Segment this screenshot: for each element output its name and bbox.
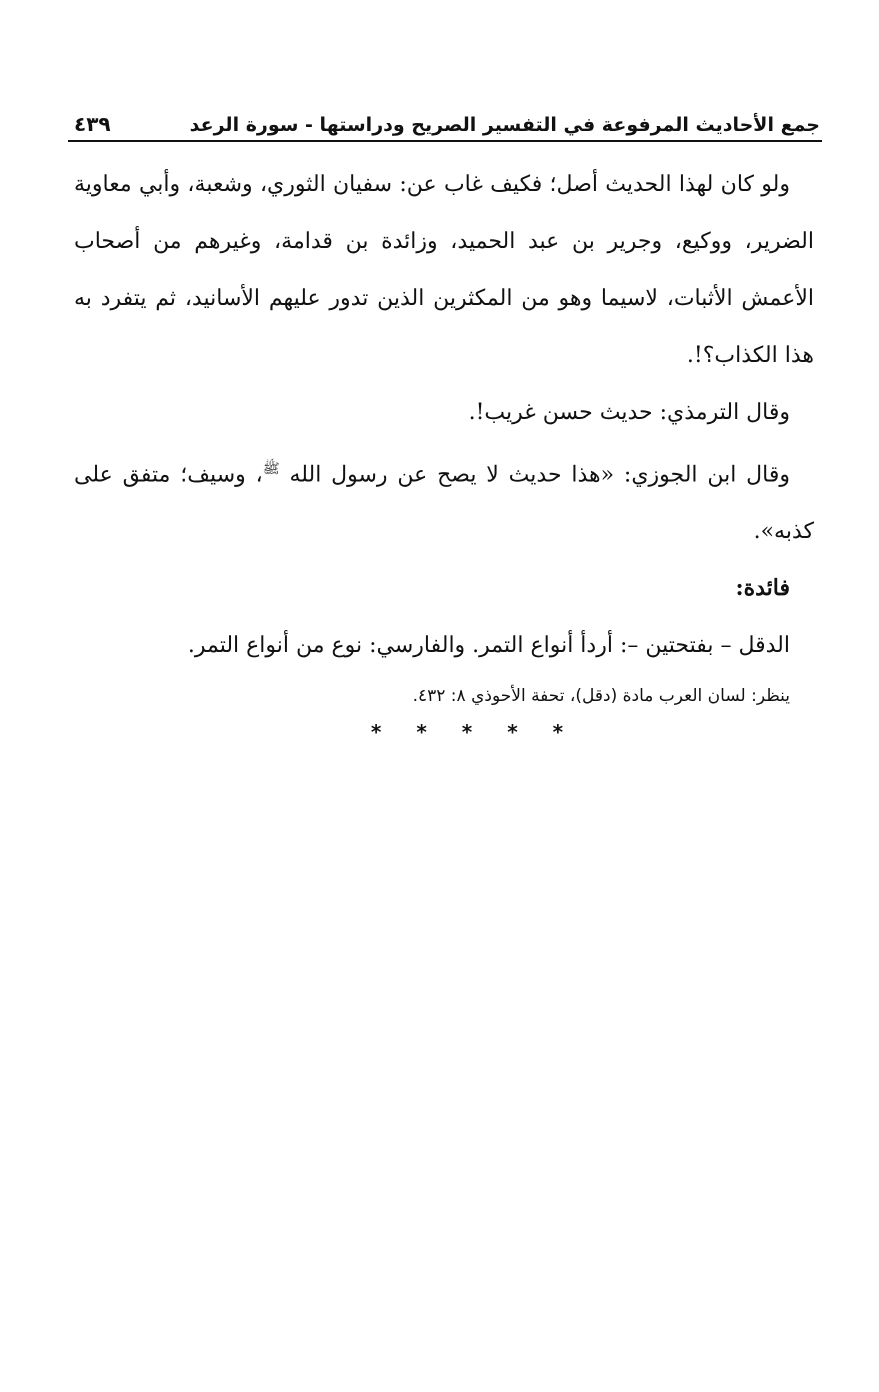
salawat-honorific: ﷺ [262,461,280,477]
body-text [74,156,814,744]
paragraph-isnad-critique: ولو كان لهذا الحديث أصل؛ فكيف غاب عن: سفيان الثوري، وشعبة، وأبي معاوية الضرير، ووكيع، وجرير بن عبد الحميد، وزائدة بن قدامة، وغيرهم من أصحاب الأعمش الأثبات، لاسيما وهو من المكثرين الذين تدور عليهم الأسانيد، ثم يتفرد به هذا الكذاب؟!. [74,172,814,368]
paragraph-tirmidhi: وقال الترمذي: حديث حسن غريب!. [468,400,790,425]
paragraph-ibn-al-jawzi [74,441,814,560]
book-page [68,104,822,745]
ibn-al-jawzi-text-end: ، وسيف؛ متفق على كذبه». [74,462,814,545]
running-title: جمع الأحاديث المرفوعة في التفسير الصريح ودراستها - سورة الرعد [189,114,820,136]
page-number: ٤٣٩ [74,112,111,136]
section-separator: * * * * * [370,720,578,745]
page-header [68,104,822,142]
section-heading-benefit: فائدة: [735,575,790,602]
ibn-al-jawzi-text-start: وقال ابن الجوزي: «هذا حديث لا يصح عن رسول الله [289,462,790,488]
footnote-reference: ينظر: لسان العرب مادة (دقل)، تحفة الأحوذي ٨: ٤٣٢. [412,686,790,707]
paragraph-benefit: الدقل – بفتحتين –: أردأ أنواع التمر. والفارسي: نوع من أنواع التمر. [187,633,790,659]
